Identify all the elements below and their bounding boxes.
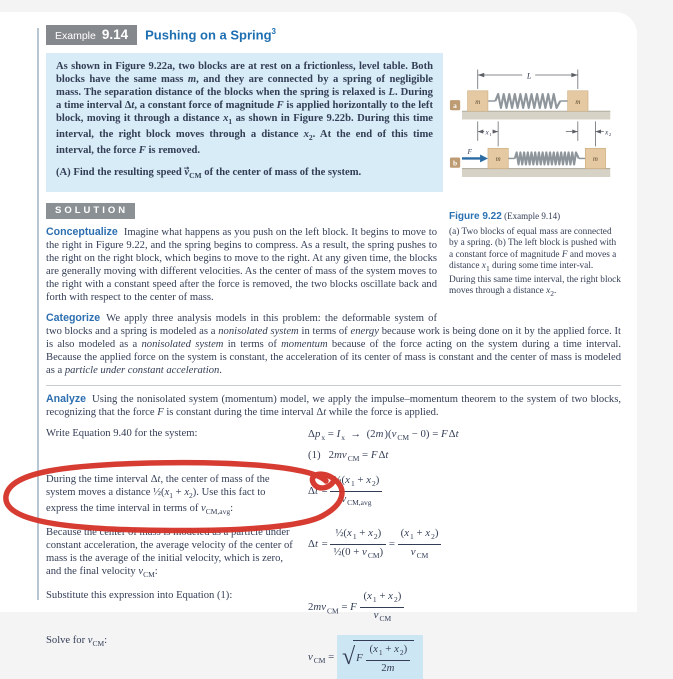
solution-steps	[46, 427, 621, 679]
arrowhead-x2-left	[572, 130, 578, 134]
analyze-paragraph	[46, 393, 621, 419]
example-badge	[46, 25, 137, 45]
mass-label-left-a: m	[475, 97, 481, 106]
x2-sub: 2	[608, 133, 612, 139]
example-content	[46, 25, 621, 674]
step-3-equations	[308, 526, 621, 562]
force-label: F	[467, 146, 473, 156]
x1-label: x	[485, 128, 489, 137]
step-3-description: Because the center of mass is modeled as a particle under constant acceleration, the average velocity of the center of mass is the average of the initial velocity, which is zero, and the final velocity $v_{CM}$:	[46, 527, 293, 580]
step-2-equations	[308, 473, 621, 509]
arrowhead-L-left	[478, 73, 484, 77]
table-surface-a	[462, 111, 610, 119]
mass-label-right-a: m	[575, 97, 581, 106]
mass-label-right-b: m	[592, 155, 598, 164]
example-header	[46, 25, 621, 45]
equation-delta-t-final: Δt = $\frac{\frac{1}{2}(x_1 + x_2)}{\frac{1}{2}(0 + v_{CM})}$ = $\frac{(x_1 + x_2)}{v_{CM}}$	[308, 527, 621, 562]
x2-label: x	[605, 128, 609, 137]
textbook-page-card	[0, 12, 637, 674]
spring-compressed	[508, 152, 585, 164]
arrowhead-x1-left	[478, 130, 484, 134]
step-row-2	[46, 473, 621, 518]
x1-sub: 1	[489, 133, 492, 139]
example-number: 9.14	[101, 27, 129, 42]
categorize-label: Categorize	[46, 311, 101, 324]
step-2-description: During the time interval Δt, the center of mass of the system moves a distance $\frac{1}{2}(x_1 + x_2)$. Use this fact to express the time interval in terms of $v_{CM,avg}$:	[46, 473, 270, 517]
problem-part-a: (A) Find the resulting speed $v_{CM}$ of the center of mass of the system.	[56, 166, 362, 180]
step-5-description: Solve for $v_{CM}$:	[46, 634, 108, 648]
mass-label-left-b: m	[495, 155, 501, 164]
section-divider	[46, 385, 621, 386]
length-label: L	[526, 71, 532, 81]
equation-delta-t-avg: Δt = $\frac{\frac{1}{2}(x_1 + x_2)}{v_{CM,avg}}$	[308, 474, 621, 509]
figure-9-22	[449, 63, 614, 202]
step-4-equations	[308, 589, 621, 625]
figure-caption	[449, 211, 621, 300]
footnote-marker: 3	[271, 27, 276, 37]
categorize-paragraph	[46, 312, 621, 377]
conceptualize-label: Conceptualize	[46, 225, 118, 238]
equation-substituted: $2mv_{CM} = F$ $\frac{(x_1 + x_2)}{v_{CM}}$	[308, 590, 621, 625]
problem-box	[46, 53, 443, 192]
figure-caption-text: (a) Two blocks of equal mass are connected by a spring. (b) The left block is pushed with a constant force of magnitude F and moves a distance $x_1$ during some time inter‑val. During this same time interval, the right block moves through a distance $x_2$.	[449, 226, 621, 299]
example-left-rule	[37, 28, 39, 600]
problem-statement: As shown in Figure 9.22a, two blocks are at rest on a frictionless, level table. Both blocks have the same mass m, and they are connected by a spring of negligible mass. The separation distance of the blocks when the spring is relaxed is L. During a time interval Δt, a constant force of magnitude F is applied horizontally to the left block, moving it through a distance $x_1$ as shown in Figure 9.22b. During this time interval, the right block moves through a distance $x_2$. At the end of this time interval, the force F is removed.	[56, 61, 433, 156]
force-arrow-head	[480, 155, 488, 163]
analyze-label: Analyze	[46, 392, 87, 405]
analyze-text: Using the nonisolated system (momentum) model, we apply the impulse–momentum theorem to the system of two blocks, recognizing that the force F is constant during the time interval Δt while the force is applied.	[46, 393, 621, 418]
figure-caption-suffix: (Example 9.14)	[504, 211, 561, 221]
equation-final-answer: $v_{CM}$ = √ F $\frac{(x_1 + x_2)}{2m}$	[308, 635, 621, 679]
figure-caption-label: Figure 9.22	[449, 211, 502, 222]
step-row-3	[46, 526, 621, 581]
table-surface-b	[462, 169, 610, 177]
example-title: Pushing on a Spring$^3$	[145, 27, 276, 43]
step-row-1	[46, 427, 621, 465]
arrowhead-x1-right	[493, 130, 499, 134]
conceptualize-text: Imagine what happens as you push on the left block. It begins to move to the right in Figure 9.22, and the spring begins to compress. As a result, the spring pushes to the right on the right block, which begins to move to the right. At any given time, the blocks are generally moving with different velocities. As the center of mass of the system moves to the right with a constant speed after the force is removed, the two blocks oscillate back and forth with respect to the center of mass.	[46, 226, 437, 303]
step-1-description: Write Equation 9.40 for the system:	[46, 427, 198, 439]
arrowhead-x2-right	[595, 130, 601, 134]
step-row-4	[46, 589, 621, 625]
step-5-equations	[308, 634, 621, 679]
equation-1: (1) $2mv_{CM} = F\Delta t$	[308, 448, 389, 463]
arrowhead-L-right	[571, 73, 577, 77]
dimension-x1-x2	[478, 121, 604, 146]
step-4-description: Substitute this expression into Equation (1):	[46, 590, 233, 602]
equation-impulse-momentum: $\Delta p_x = I_x \to (2m)(v_{CM} - 0) = F\Delta t$	[308, 427, 459, 442]
panel-a-letter: a	[453, 100, 457, 110]
panel-b-letter: b	[452, 158, 458, 168]
solution-badge: SOLUTION	[46, 203, 135, 219]
step-row-5	[46, 634, 621, 679]
step-1-equations	[308, 427, 621, 465]
example-label: Example	[55, 30, 96, 42]
categorize-text: We apply three analysis models in this problem: the deformable system of two blocks and a spring is modeled as a nonisolated system in terms of energy because work is being done on it by the applied force. It is also modeled as a nonisolated system in terms of momentum because of the force acting on the system during a time interval. Because the applied force on the system is constant, the acceleration of its center of mass is constant and the center of mass is modeled as a particle under constant acceleration.	[46, 312, 621, 376]
figure-column	[449, 63, 621, 300]
spring-relaxed	[488, 94, 568, 108]
